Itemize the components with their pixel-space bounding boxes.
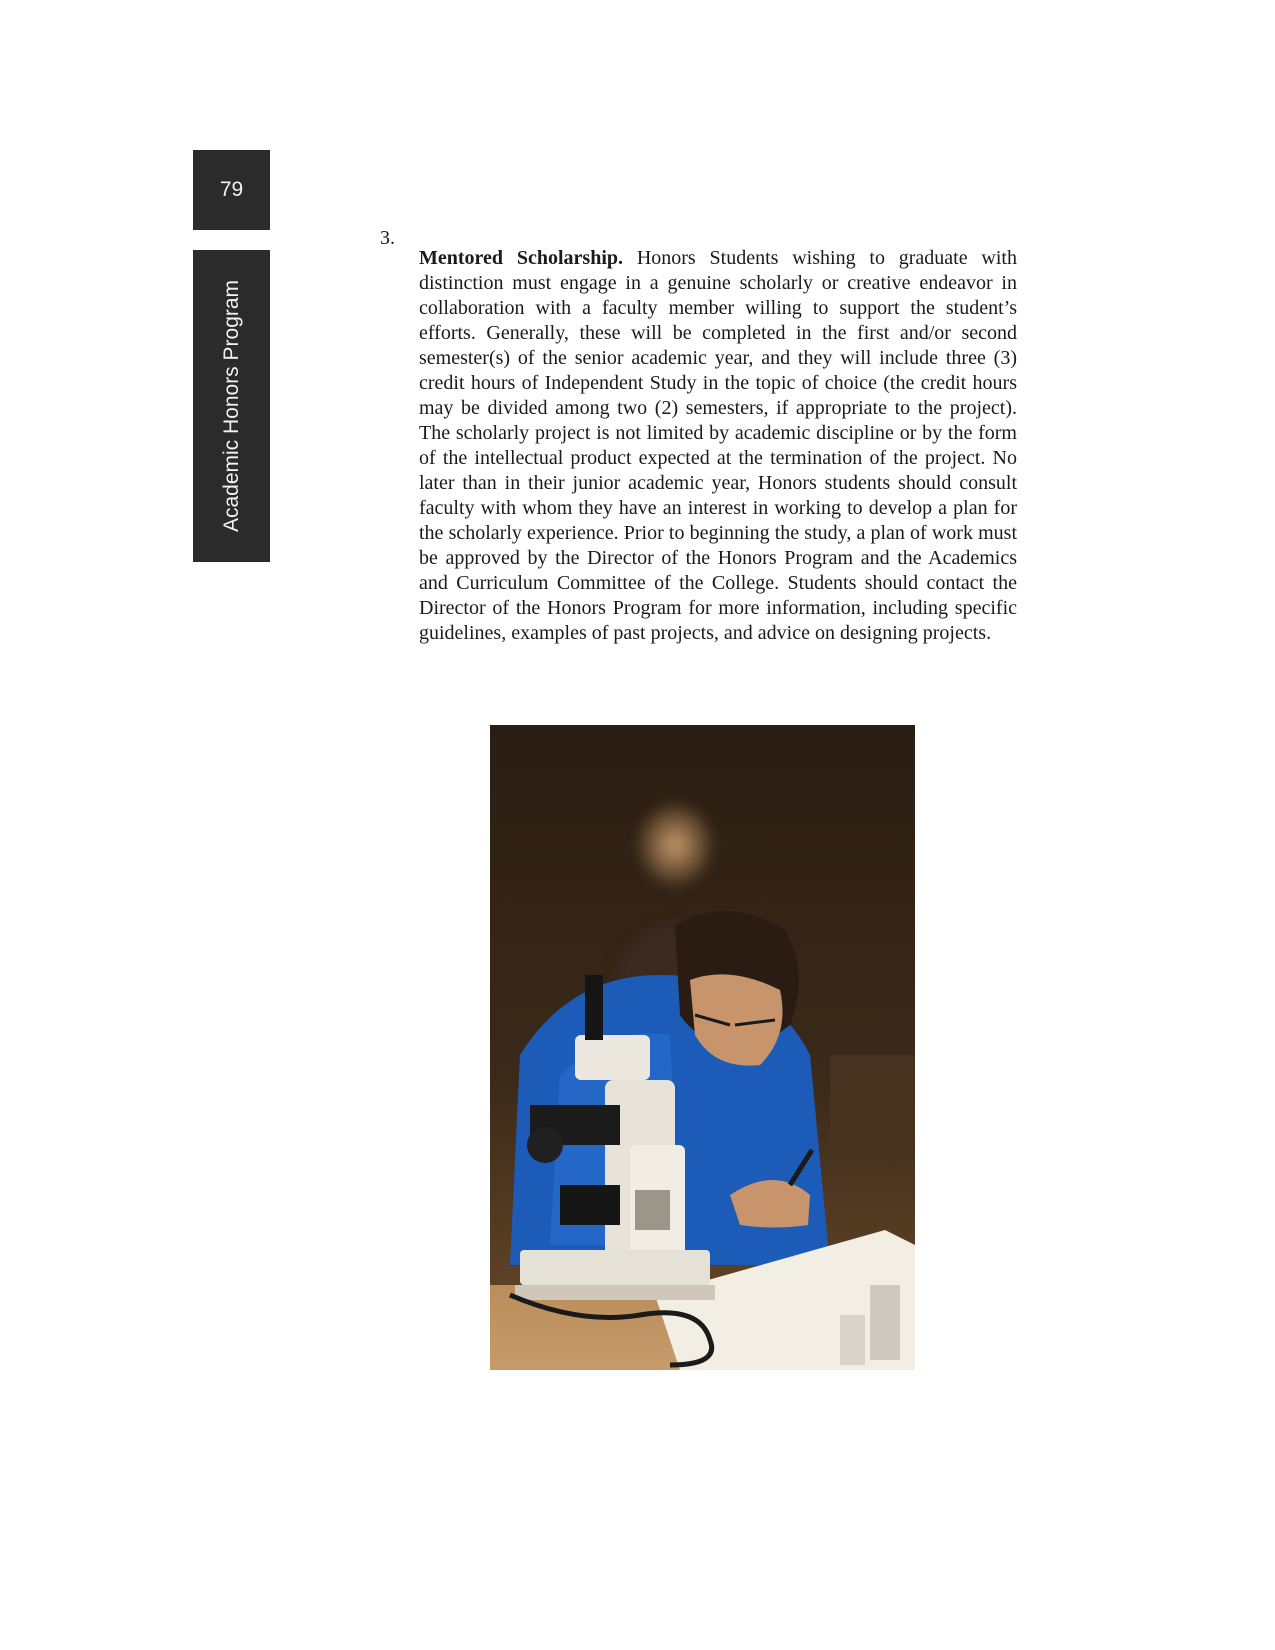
student-microscope-photo	[490, 725, 915, 1370]
list-item-heading: Mentored Scholarship.	[419, 247, 624, 269]
list-item-paragraph	[419, 246, 1017, 646]
list-item-mentored-scholarship	[380, 226, 1017, 666]
page-number: 79	[219, 178, 244, 201]
list-item-body: Honors Students wishing to graduate with distinction must engage in a genuine scholarly or creative endeavor in collaboration with a faculty member willing to support the student’s efforts. Generally, these will be completed in the first and/or second semester(s) of the senior academic year, and they will include three (3) credit hours of Independent Study in the topic of choice (the credit hours may be divided among two (2) semesters, if appropriate to the project). The scholarly project is not limited by academic discipline or by the form of the intellectual product expected at the termination of the project. No later than in their junior academic year, Honors students should consult faculty with whom they have an interest in working to develop a plan for the scholarly experience. Prior to beginning the study, a plan of work must be approved by the Director of the Honors Program and the Academics and Curriculum Committee of the College. Students should contact the Director of the Honors Program for more information, including specific guidelines, examples of past projects, and advice on designing projects.	[419, 247, 1017, 644]
section-tab	[193, 250, 270, 562]
list-item-number: 3.	[380, 227, 395, 249]
page-number-tab	[193, 150, 270, 230]
section-tab-label: Academic Honors Program	[219, 279, 243, 533]
